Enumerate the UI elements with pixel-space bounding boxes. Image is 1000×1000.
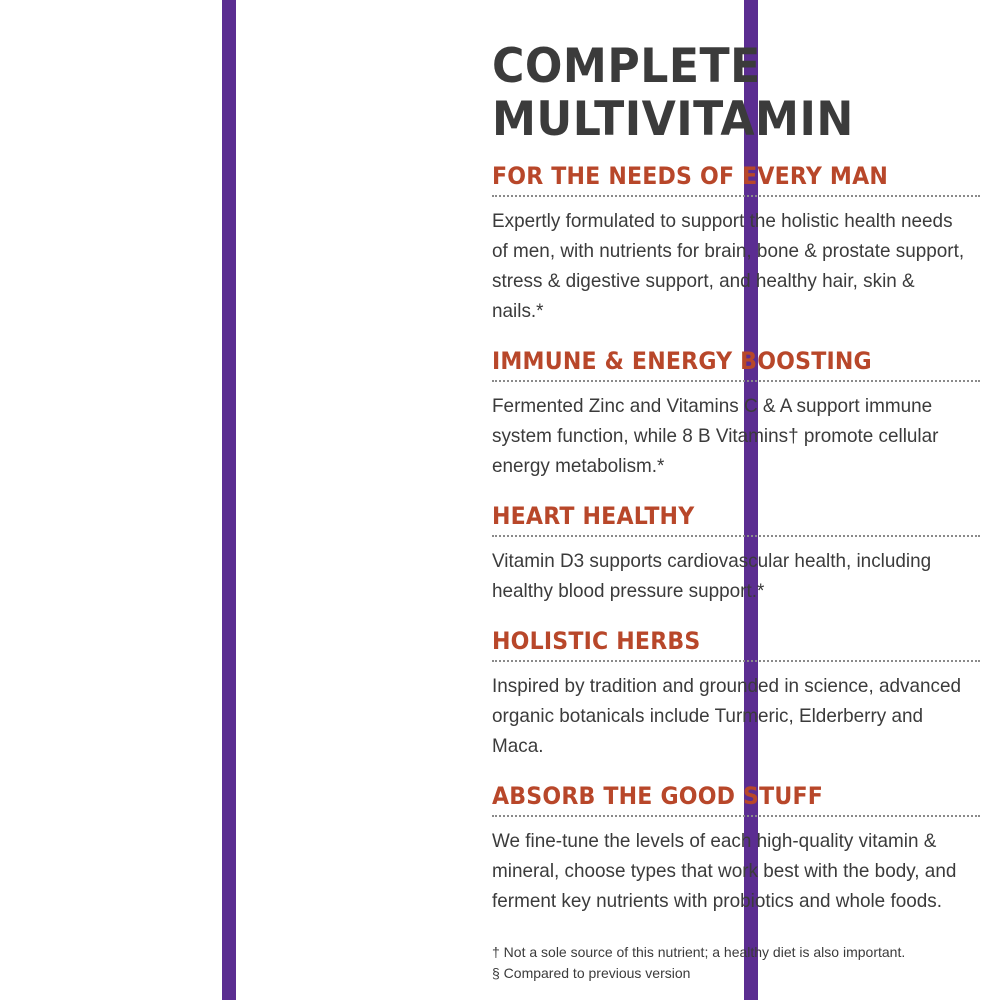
section-body: Inspired by tradition and grounded in science, advanced organic botanicals include Turmeric, Elderberry and Maca. <box>492 675 961 757</box>
section-heart-healthy <box>492 502 984 606</box>
page-title: COMPLETE MULTIVITAMIN <box>492 39 854 147</box>
section-immune-and-energy-boosting <box>492 347 984 481</box>
label-frame <box>222 0 965 1000</box>
section-heading: HEART HEALTHY <box>492 502 695 530</box>
section-holistic-herbs <box>492 627 984 761</box>
footnote-section-sign: § Compared to previous version <box>492 965 691 981</box>
footnotes <box>492 942 984 984</box>
section-heading: FOR THE NEEDS OF EVERY MAN <box>492 162 889 190</box>
section-divider <box>492 535 980 537</box>
section-heading: IMMUNE & ENERGY BOOSTING <box>492 347 872 375</box>
section-divider <box>492 380 980 382</box>
section-heading: ABSORB THE GOOD STUFF <box>492 782 824 810</box>
section-body: Vitamin D3 supports cardiovascular health, including healthy blood pressure support.* <box>492 550 932 602</box>
footnote-dagger: † Not a sole source of this nutrient; a healthy diet is also important. <box>492 944 906 960</box>
section-divider <box>492 195 980 197</box>
section-divider <box>492 660 980 662</box>
section-absorb-the-good-stuff <box>492 782 984 916</box>
section-heading: HOLISTIC HERBS <box>492 627 701 655</box>
label-content <box>492 40 984 984</box>
section-divider <box>492 815 980 817</box>
section-body: Expertly formulated to support the holistic health needs of men, with nutrients for brain, bone & prostate support, stress & digestive support, and healthy hair, skin & nails.* <box>492 210 965 322</box>
section-body: We fine-tune the levels of each high-quality vitamin & mineral, choose types that work best with the body, and ferment key nutrients with probiotics and whole foods. <box>492 830 957 912</box>
section-body: Fermented Zinc and Vitamins C & A support immune system function, while 8 B Vitamins† promote cellular energy metabolism.* <box>492 395 939 477</box>
section-for-the-needs-of-every-man <box>492 162 984 326</box>
